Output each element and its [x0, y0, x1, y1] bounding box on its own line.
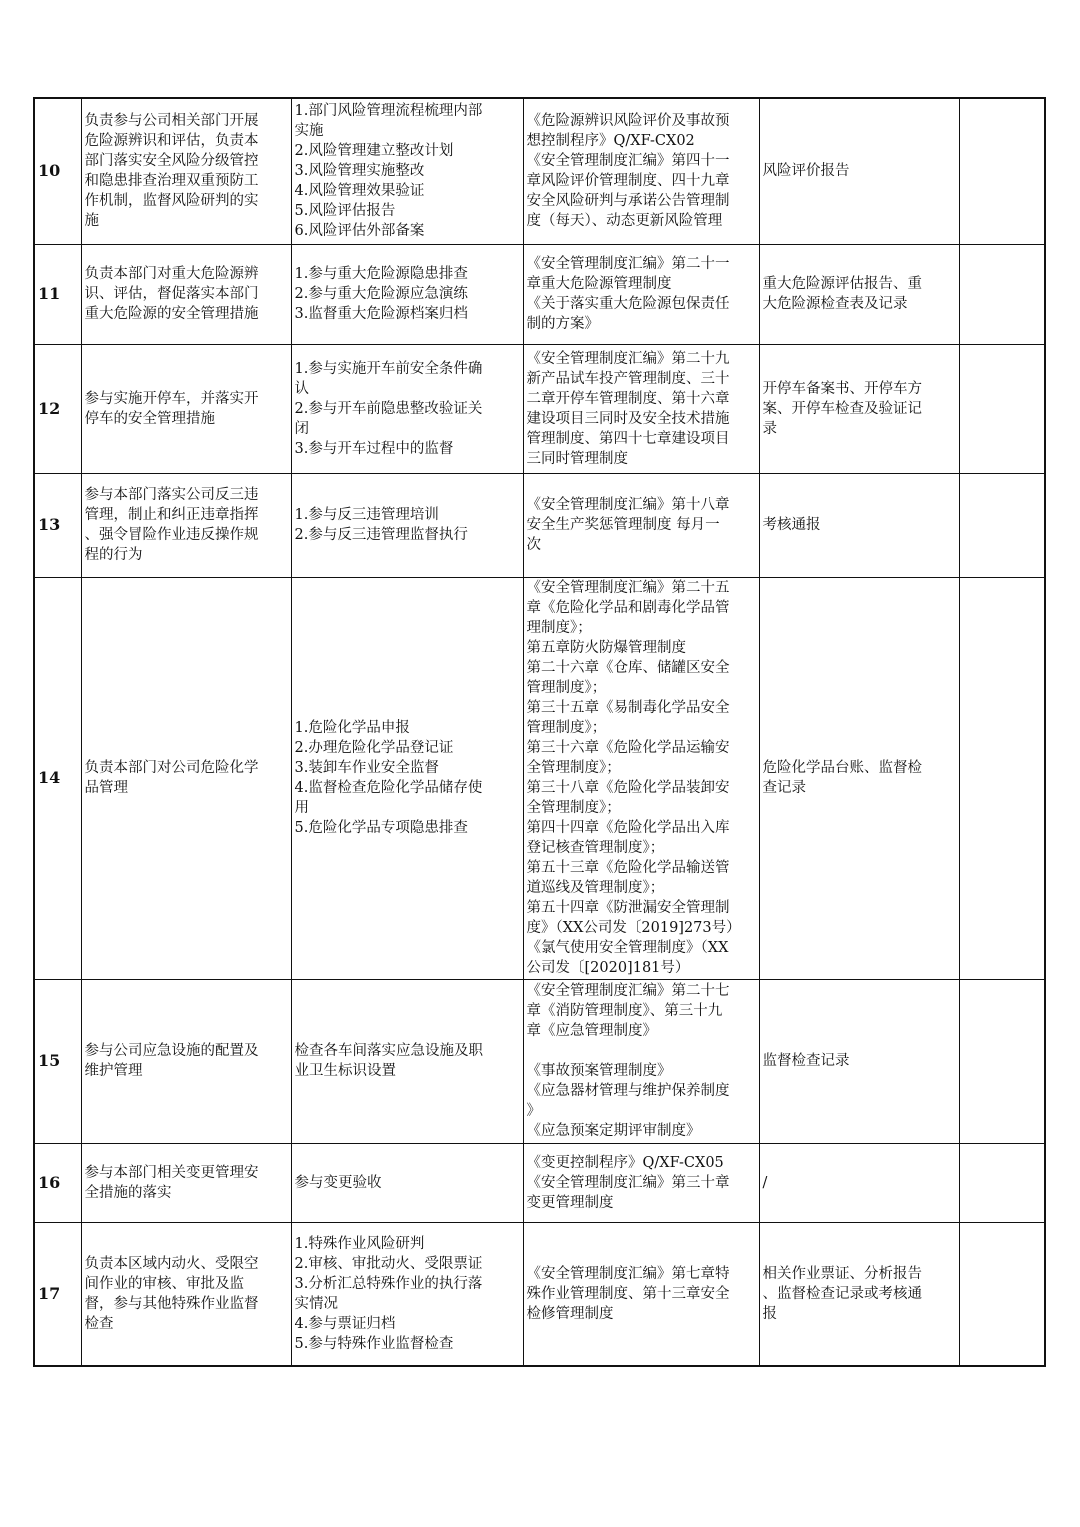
tasks-line: 检查各车间落实应急设施及职	[294, 1043, 483, 1059]
row-number-cell	[34, 473, 81, 577]
basis-line: 二章开停车管理制度、第十六章	[526, 390, 730, 407]
basis-line: 第三十八章《危险化学品装卸安	[526, 780, 730, 796]
basis-line	[527, 1041, 756, 1061]
tasks-line: 4.参与票证归档	[294, 1315, 396, 1332]
record-line: /	[762, 1174, 768, 1191]
basis-line: 殊作业管理制度、第十三章安全	[526, 1285, 730, 1302]
table-row	[34, 979, 1045, 1143]
basis-cell	[523, 244, 759, 344]
basis-line: 《变更控制程序》Q/XF-CX05	[526, 1154, 724, 1171]
basis-line: 次	[526, 537, 541, 553]
tasks-line: 实情况	[294, 1295, 338, 1312]
basis-line: 《安全管理制度汇编》第三十章	[526, 1174, 730, 1191]
basis-line: 三同时管理制度	[526, 450, 628, 467]
duty-line: 施	[84, 213, 99, 230]
table-row	[34, 1143, 1045, 1222]
duty-line: 负责本部门对公司危险化学	[84, 760, 259, 776]
record-cell	[759, 1143, 959, 1222]
duty-line: 参与公司应急设施的配置及	[84, 1043, 259, 1059]
basis-line: 管理制度》；	[526, 680, 607, 696]
tasks-line: 1.参与重大危险源隐患排查	[294, 266, 468, 282]
record-cell	[759, 979, 959, 1143]
row-number: 17	[38, 1283, 61, 1303]
basis-line: 《应急器材管理与维护保养制度	[526, 1083, 730, 1099]
basis-cell	[523, 577, 759, 979]
tasks-line: 1.参与实施开车前安全条件确	[294, 360, 483, 377]
record-cell	[759, 1222, 959, 1366]
tasks-line: 4.风险管理效果验证	[294, 183, 425, 200]
tasks-cell	[291, 1222, 523, 1366]
table-row	[34, 244, 1045, 344]
basis-line: 管理制度、第四十七章建设项目	[526, 430, 730, 447]
duty-line: 程的行为	[84, 547, 143, 563]
tasks-cell	[291, 244, 523, 344]
record-line: 风险评价报告	[762, 163, 850, 180]
tasks-line: 3.分析汇总特殊作业的执行落	[294, 1275, 483, 1292]
duty-line: 和隐患排查治理双重预防工	[84, 173, 259, 190]
basis-line: 《关于落实重大危险源包保责任	[526, 296, 730, 312]
table-row	[34, 1222, 1045, 1366]
tasks-line: 4.监督检查危险化学品储存使	[294, 780, 483, 796]
record-cell	[759, 244, 959, 344]
row-number: 14	[38, 768, 61, 787]
extra-cell	[959, 344, 1045, 473]
tasks-line: 3.参与开车过程中的监督	[294, 440, 454, 457]
basis-line: 想控制程序》Q/XF-CX02	[526, 133, 695, 150]
basis-cell	[523, 979, 759, 1143]
basis-line: 安全生产奖惩管理制度 每月一	[526, 517, 720, 533]
row-number: 15	[38, 1051, 61, 1070]
table-row	[34, 98, 1045, 244]
tasks-cell	[291, 979, 523, 1143]
duty-cell	[81, 577, 291, 979]
extra-cell	[959, 98, 1045, 244]
basis-line: 《安全管理制度汇编》第十八章	[526, 497, 730, 513]
basis-line: 制的方案》	[526, 316, 599, 332]
duty-line: 重大危险源的安全管理措施	[84, 306, 259, 322]
tasks-line: 5.风险评估报告	[294, 203, 396, 220]
row-number-cell	[34, 1143, 81, 1222]
basis-line: 《事故预案管理制度》	[526, 1063, 672, 1079]
duty-cell	[81, 244, 291, 344]
duty-line: 品管理	[84, 780, 128, 796]
tasks-line: 2.审核、审批动火、受限票证	[294, 1255, 483, 1272]
row-number-cell	[34, 344, 81, 473]
record-line: 重大危险源评估报告、重	[762, 276, 922, 292]
basis-line: 《安全管理制度汇编》第二十一	[526, 256, 730, 272]
basis-line: 理制度》；	[526, 620, 592, 636]
duty-line: 负责本部门对重大危险源辨	[84, 266, 259, 282]
duty-line: 全措施的落实	[84, 1184, 172, 1201]
tasks-cell	[291, 473, 523, 577]
tasks-line: 参与变更验收	[294, 1174, 382, 1191]
duty-line: 危险源辨识和评估，负责本	[84, 133, 259, 150]
basis-line: 第二十六章《仓库、储罐区安全	[526, 660, 730, 676]
record-line: 监督检查记录	[762, 1053, 850, 1069]
table-row	[34, 577, 1045, 979]
basis-line: 建设项目三同时及安全技术措施	[526, 410, 730, 427]
basis-line: 第三十六章《危险化学品运输安	[526, 740, 730, 756]
basis-line: 度（每天）、动态更新风险管理	[526, 213, 723, 230]
row-number-cell	[34, 98, 81, 244]
basis-cell	[523, 473, 759, 577]
table-row	[34, 473, 1045, 577]
tasks-line: 用	[294, 800, 309, 816]
basis-line: 第四十四章《危险化学品出入库	[526, 820, 730, 836]
tasks-line: 1.参与反三违管理培训	[294, 507, 439, 523]
record-line: 、监督检查记录或考核通	[762, 1285, 922, 1302]
tasks-line: 5.参与特殊作业监督检查	[294, 1335, 454, 1352]
basis-line: 《安全管理制度汇编》第七章特	[526, 1265, 730, 1282]
duty-cell	[81, 1222, 291, 1366]
tasks-line: 2.办理危险化学品登记证	[294, 740, 454, 756]
extra-cell	[959, 577, 1045, 979]
duty-cell	[81, 98, 291, 244]
basis-cell	[523, 98, 759, 244]
table-body	[34, 98, 1045, 1366]
tasks-line: 2.参与反三违管理监督执行	[294, 527, 468, 543]
duty-line: 识、评估，督促落实本部门	[84, 286, 259, 302]
tasks-line: 3.风险管理实施整改	[294, 163, 425, 180]
extra-cell	[959, 1222, 1045, 1366]
tasks-line: 认	[294, 380, 309, 397]
basis-line: 《安全管理制度汇编》第二十五	[526, 580, 730, 596]
extra-cell	[959, 979, 1045, 1143]
record-line: 开停车备案书、开停车方	[762, 380, 922, 397]
duty-line: 维护管理	[84, 1063, 143, 1079]
extra-cell	[959, 473, 1045, 577]
tasks-line: 1.特殊作业风险研判	[294, 1235, 425, 1252]
record-line: 危险化学品台账、监督检	[762, 760, 922, 776]
duty-line: 负责本区域内动火、受限空	[84, 1255, 259, 1272]
responsibility-table	[33, 97, 1046, 1367]
duty-line: 间作业的审核、审批及监	[84, 1275, 244, 1292]
record-line: 考核通报	[762, 517, 821, 533]
basis-line: 第五章防火防爆管理制度	[526, 640, 686, 656]
basis-line: 《危险源辨识风险评价及事故预	[526, 113, 730, 130]
tasks-cell	[291, 1143, 523, 1222]
basis-cell	[523, 344, 759, 473]
record-line: 报	[762, 1305, 777, 1322]
tasks-line: 1.部门风险管理流程梳理内部	[294, 103, 483, 120]
duty-line: 部门落实安全风险分级管控	[84, 153, 259, 170]
tasks-cell	[291, 577, 523, 979]
record-line: 案、开停车检查及验证记	[762, 400, 922, 417]
tasks-line: 1.危险化学品申报	[294, 720, 410, 736]
basis-line: 全管理制度》；	[526, 760, 621, 776]
basis-line: 第三十五章《易制毒化学品安全	[526, 700, 730, 716]
tasks-line: 闭	[294, 420, 309, 437]
basis-line: 第五十三章《危险化学品输送管	[526, 860, 730, 876]
tasks-line: 实施	[294, 123, 324, 140]
tasks-cell	[291, 98, 523, 244]
tasks-line: 5.危险化学品专项隐患排查	[294, 820, 468, 836]
duty-line: 作机制，监督风险研判的实	[84, 193, 259, 210]
duty-cell	[81, 344, 291, 473]
tasks-line: 2.风险管理建立整改计划	[294, 143, 454, 160]
row-number-cell	[34, 1222, 81, 1366]
basis-line: 章《消防管理制度》、第三十九	[526, 1003, 723, 1019]
tasks-line: 业卫生标识设置	[294, 1063, 396, 1079]
basis-line: 章《应急管理制度》	[526, 1023, 657, 1039]
basis-line: 《安全管理制度汇编》第二十九	[526, 350, 730, 367]
basis-line: 安全风险研判与承诺公告管理制	[526, 193, 730, 210]
record-line: 相关作业票证、分析报告	[762, 1265, 922, 1282]
basis-line: 章重大危险源管理制度	[526, 276, 672, 292]
duty-line: 负责参与公司相关部门开展	[84, 113, 259, 130]
duty-line: 检查	[84, 1315, 114, 1332]
row-number-cell	[34, 244, 81, 344]
basis-line: 章《危险化学品和剧毒化学品管	[526, 600, 730, 616]
duty-line: 督，参与其他特殊作业监督	[84, 1295, 259, 1312]
row-number-cell	[34, 979, 81, 1143]
duty-line: 参与本部门落实公司反三违	[84, 487, 259, 503]
basis-line: 新产品试车投产管理制度、三十	[526, 370, 730, 387]
row-number: 16	[38, 1172, 61, 1192]
basis-cell	[523, 1222, 759, 1366]
duty-line: 管理，制止和纠正违章指挥	[84, 507, 259, 523]
basis-cell	[523, 1143, 759, 1222]
basis-line: 《氯气使用安全管理制度》（XX	[526, 940, 729, 956]
basis-line: 变更管理制度	[526, 1194, 614, 1211]
record-cell	[759, 344, 959, 473]
tasks-line: 3.装卸车作业安全监督	[294, 760, 439, 776]
tasks-line: 6.风险评估外部备案	[294, 223, 425, 240]
tasks-line: 3.监督重大危险源档案归档	[294, 306, 468, 322]
basis-line: 《应急预案定期评审制度》	[526, 1123, 701, 1139]
duty-line: 、强令冒险作业违反操作规	[84, 527, 259, 543]
basis-line: 登记核查管理制度》；	[526, 840, 665, 856]
duty-line: 参与本部门相关变更管理安	[84, 1164, 259, 1181]
basis-line: 全管理制度》；	[526, 800, 621, 816]
table-row	[34, 344, 1045, 473]
tasks-line: 2.参与开车前隐患整改验证关	[294, 400, 483, 417]
record-cell	[759, 577, 959, 979]
basis-line: 》	[526, 1103, 541, 1119]
duty-cell	[81, 473, 291, 577]
basis-line: 检修管理制度	[526, 1305, 614, 1322]
record-line: 大危险源检查表及记录	[762, 296, 908, 312]
record-cell	[759, 473, 959, 577]
tasks-cell	[291, 344, 523, 473]
extra-cell	[959, 244, 1045, 344]
duty-line: 停车的安全管理措施	[84, 410, 215, 427]
duty-cell	[81, 1143, 291, 1222]
record-cell	[759, 98, 959, 244]
row-number-cell	[34, 577, 81, 979]
duty-cell	[81, 979, 291, 1143]
basis-line: 《安全管理制度汇编》第四十一	[526, 153, 730, 170]
record-line: 录	[762, 420, 777, 437]
basis-line: 第五十四章《防泄漏安全管理制	[526, 900, 730, 916]
row-number: 11	[38, 284, 61, 303]
basis-line: 度》（XX公司发〔2019]273号）	[526, 920, 741, 936]
duty-line: 参与实施开停车，并落实开	[84, 390, 259, 407]
record-line: 查记录	[762, 780, 806, 796]
row-number: 10	[38, 161, 61, 181]
tasks-line: 2.参与重大危险源应急演练	[294, 286, 468, 302]
basis-line: 管理制度》；	[526, 720, 607, 736]
basis-line: 章风险评价管理制度、四十九章	[526, 173, 730, 190]
basis-line: 道巡线及管理制度》；	[526, 880, 665, 896]
extra-cell	[959, 1143, 1045, 1222]
row-number: 13	[38, 515, 61, 534]
basis-line: 公司发〔[2020]181号）	[526, 960, 690, 976]
basis-line: 《安全管理制度汇编》第二十七	[526, 983, 730, 999]
row-number: 12	[38, 398, 61, 418]
